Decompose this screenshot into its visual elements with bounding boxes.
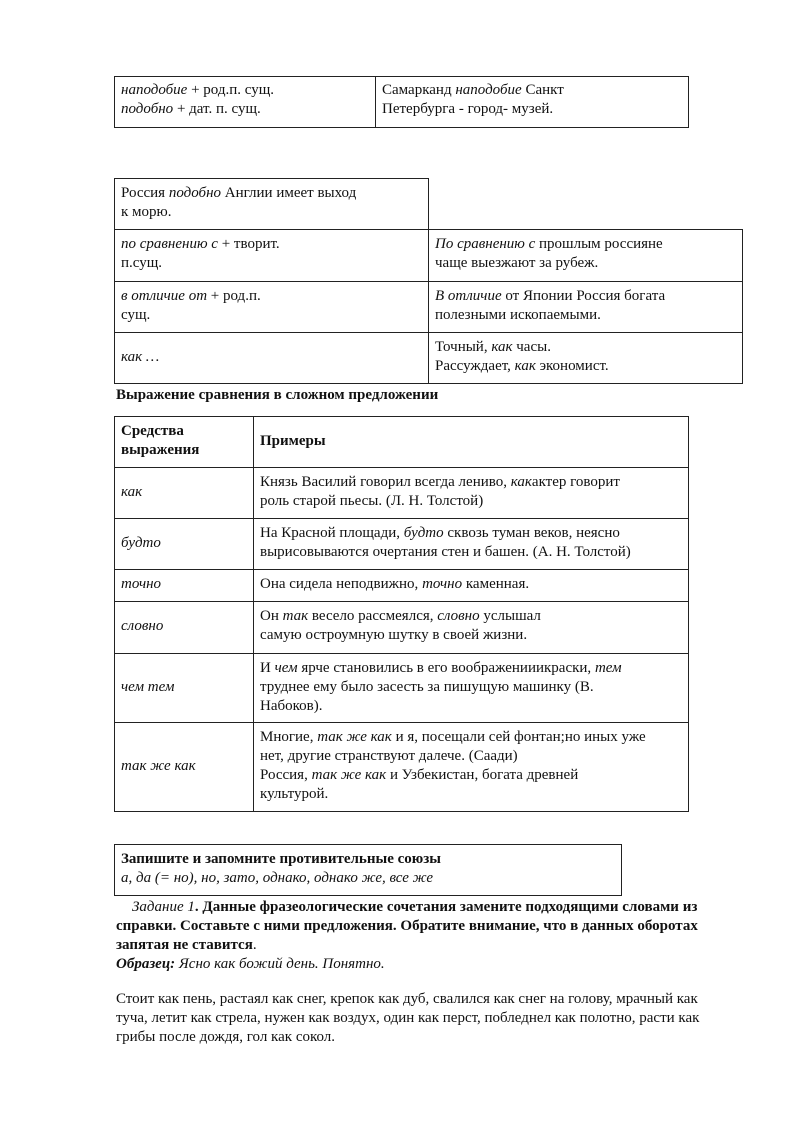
table-cell (114, 230, 428, 278)
note-title: Запишите и запомните противительные союзы (121, 851, 441, 867)
table-cell-example: И чем ярче становились в его воображенииикраски, тем труднее ему было засесть за пишущую машинку (В. Набоков). (260, 660, 622, 714)
table-cell-example: Князь Василий говорил всегда лениво, какактер говорит роль старой пьесы. (Л. Н. Толстой) (260, 474, 620, 509)
table-cell (114, 76, 375, 124)
task-label: Задание 1 (132, 899, 195, 915)
table-cell-example: На Красной площади, будто сквозь туман веков, неясно вырисовываются очертания стен и башен. (А. Н. Толстой) (260, 525, 631, 560)
cell-line: Рассуждает, как экономист. (435, 358, 609, 374)
phrase-list: Стоит как пень, растаял как снег, крепок как дуб, свалился как снег на голову, мрачный как туча, летит как стрела, нужен как воздух, один как перст, побледнел как полотно, расти как грибы после дождя, гол как сокол. (116, 991, 700, 1045)
table-cell-example: Многие, так же как и я, посещали сей фонтан;но иных уже нет, другие странствуют далече. (Саади) Россия, так же как и Узбекистан, богата древней культурой. (260, 729, 646, 802)
cell-line: Петербурга - город- музей. (382, 101, 554, 117)
table-cell-means: словно (121, 618, 164, 634)
table-cell-means: как (121, 484, 143, 500)
task-text: Задание 1. Данные фразеологические сочетания замените подходящими словами из справки. Составьте с ними предложения. Обратите внимание, что в данных оборотах запятая не ставится. Образец: Ясно как божий день. Понятно. (116, 899, 698, 972)
cell-line: к морю. (121, 204, 172, 220)
cell-line: В отличие от Японии Россия богата (435, 288, 666, 304)
table-header-cell: Примеры (260, 433, 326, 449)
table-cell-example: Она сидела неподвижно, точно каменная. (260, 576, 530, 592)
cell-line: Самарканд наподобие Санкт (382, 82, 564, 98)
table-cell-example: Он так весело рассмеялся, словно услышал самую остроумную шутку в своей жизни. (260, 608, 541, 643)
note-box-content (114, 845, 622, 893)
cell-line: п.сущ. (121, 255, 163, 271)
table-cell (375, 76, 689, 124)
cell-line: по сравнению с + творит. (121, 236, 280, 252)
table-cell-means: так же как (121, 758, 196, 774)
sample-label: Образец: (116, 956, 176, 972)
table-header-cell: Средства выражения (121, 423, 200, 458)
section-heading: Выражение сравнения в сложном предложении (116, 387, 439, 403)
cell-line: как … (121, 349, 160, 365)
table-cell-means: чем тем (121, 679, 175, 695)
cell-line: полезными ископаемыми. (435, 307, 601, 323)
cell-line: Точный, как часы. (435, 339, 551, 355)
table-cell (114, 179, 429, 227)
table-cell (114, 282, 428, 330)
cell-line: Россия подобно Англии имеет выход (121, 185, 357, 201)
cell-line: чаще выезжают за рубеж. (435, 255, 599, 271)
cell-line: сущ. (121, 307, 151, 323)
table-cell-means: будто (121, 535, 161, 551)
note-conjunctions: а, да (= но), но, зато, однако, однако же, все же (121, 870, 434, 886)
table-cell (428, 333, 743, 381)
table-cell (114, 343, 428, 372)
cell-line: По сравнению с прошлым россияне (435, 236, 663, 252)
table-cell (428, 282, 743, 330)
cell-line: наподобие + род.п. сущ. (121, 82, 275, 98)
cell-line: подобно + дат. п. сущ. (121, 101, 261, 117)
cell-line: в отличие от + род.п. (121, 288, 261, 304)
table-cell (428, 230, 743, 278)
table-cell-means: точно (121, 576, 162, 592)
